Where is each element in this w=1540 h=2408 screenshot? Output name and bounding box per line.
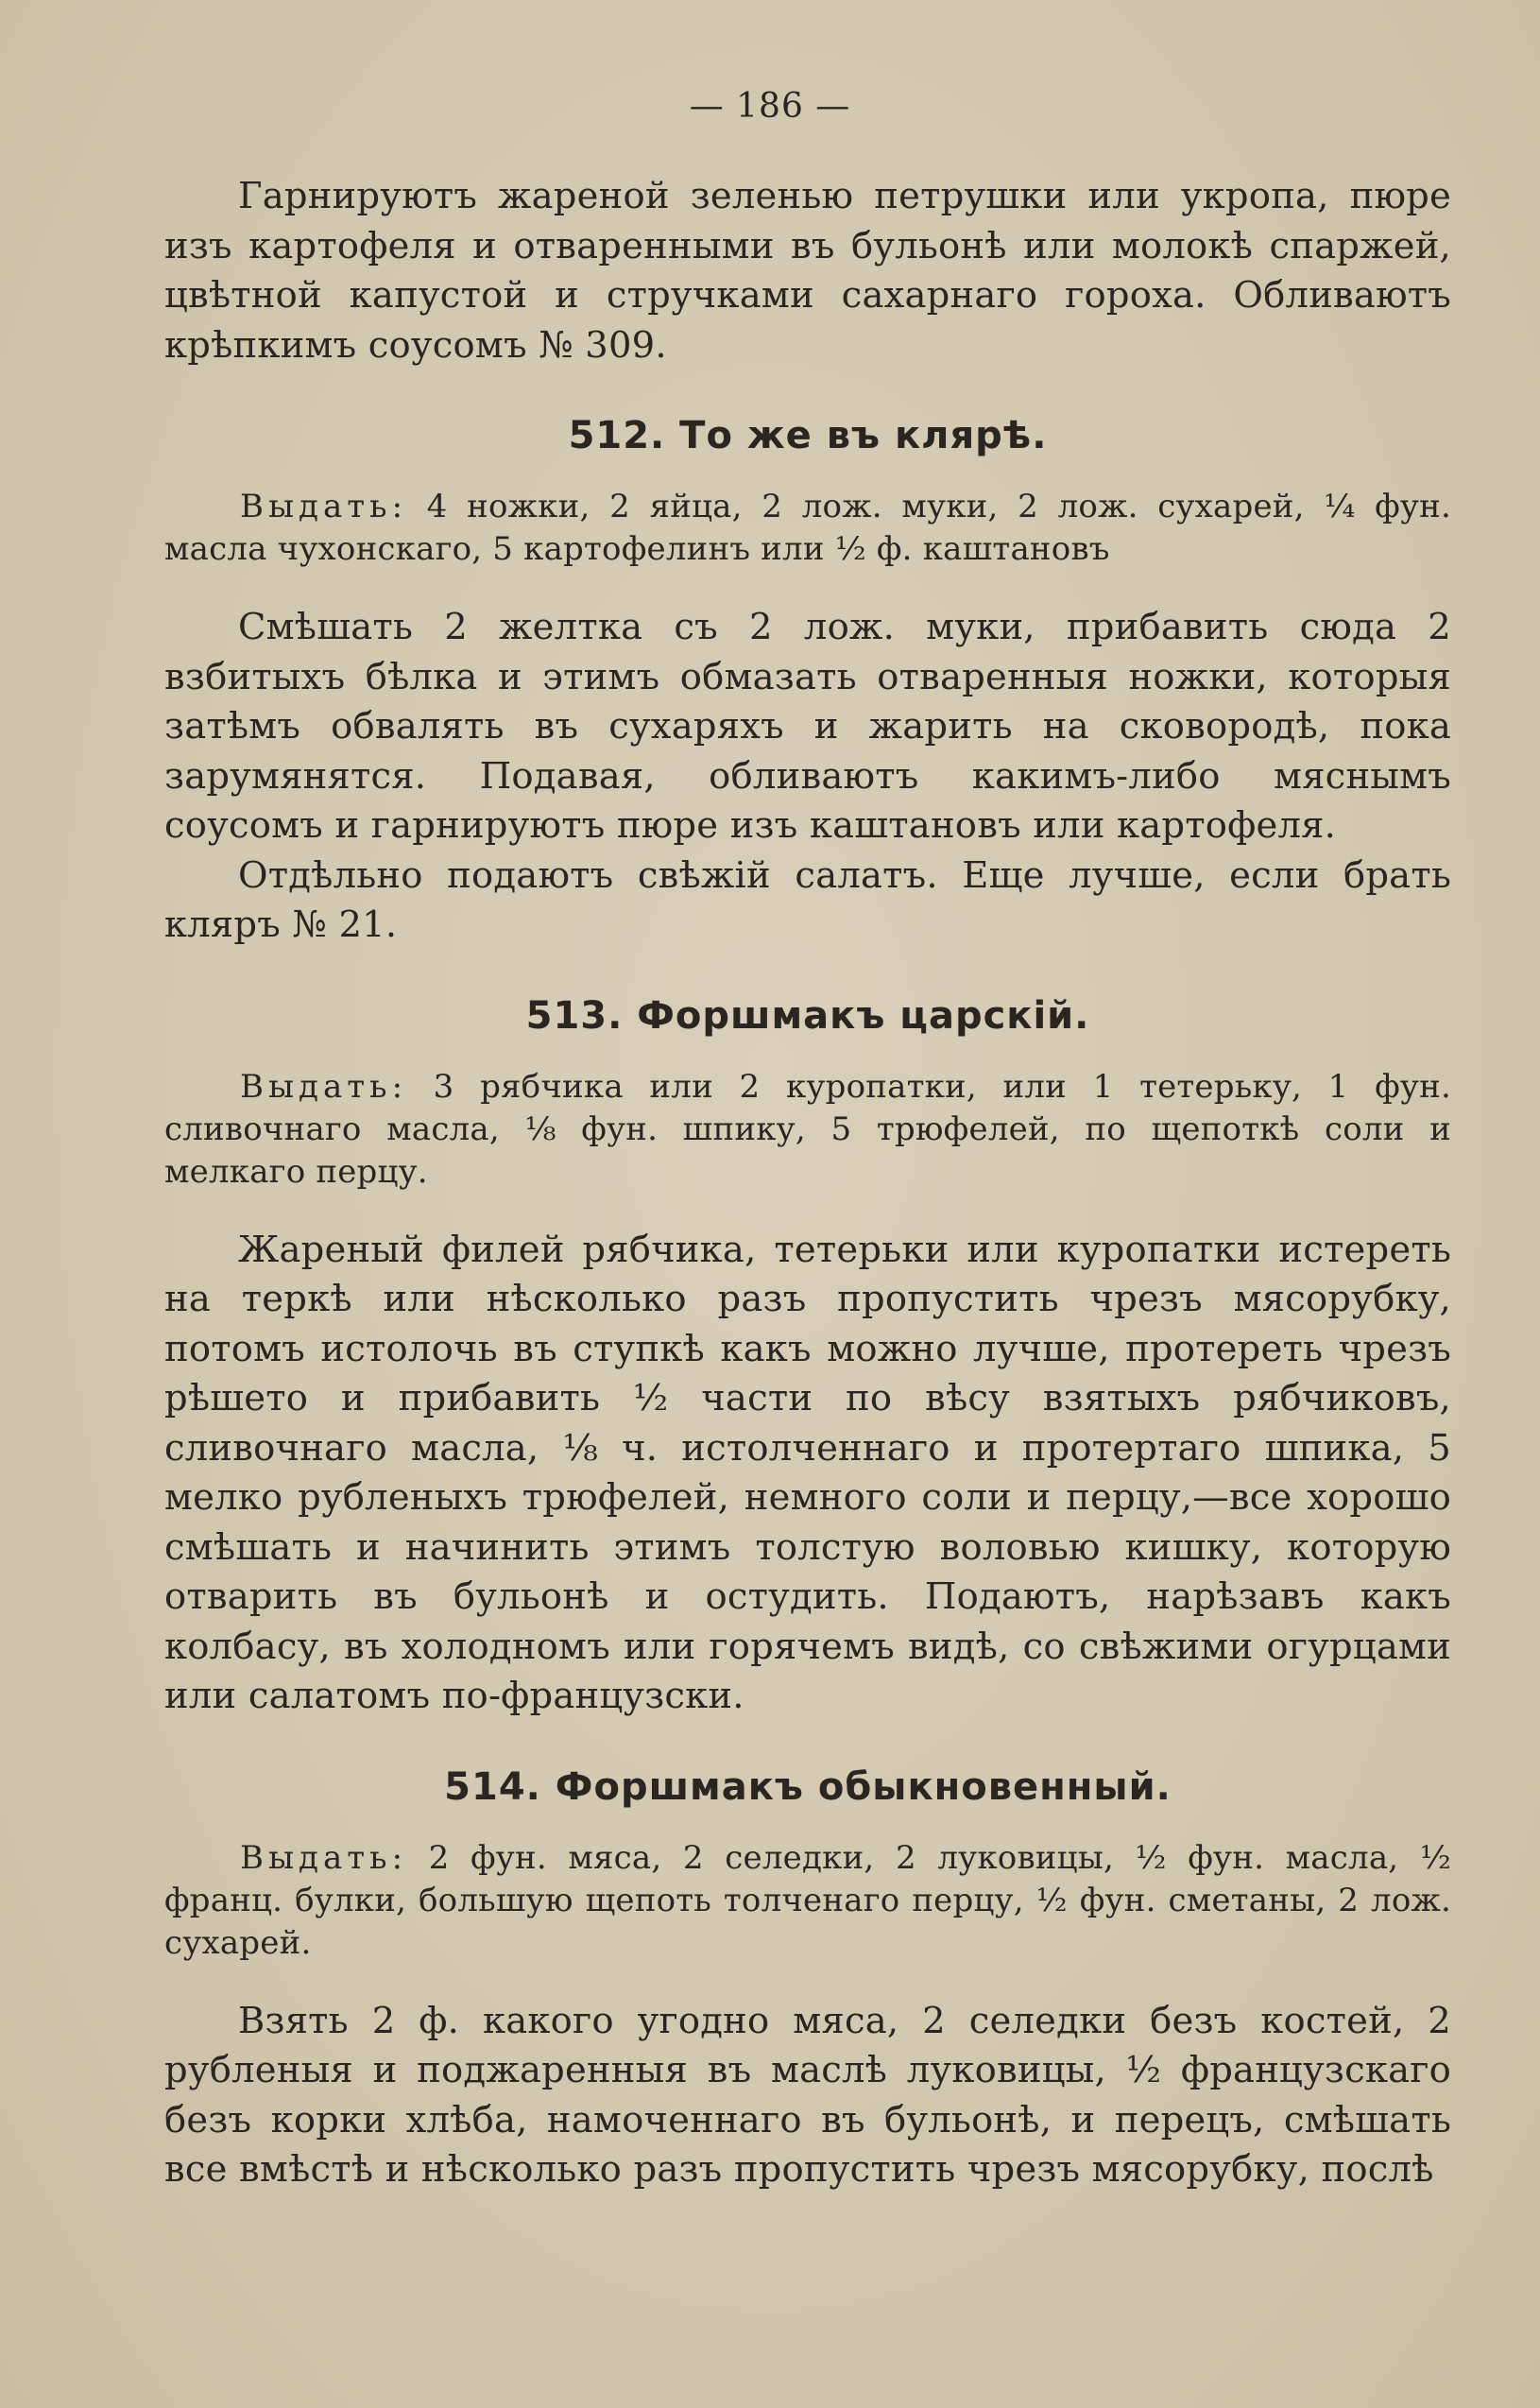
recipe-514-ingredients [164,1837,1451,1965]
issue-text: 2 фун. мяса, 2 селедки, 2 луковицы, ½ фун. масла, ½ франц. булки, большую щепоть толченаго перцу, ½ фун. сметаны, 2 лож. сухарей. [164,1838,1451,1962]
recipe-512-paragraph-1: Смѣшать 2 желтка съ 2 лож. муки, прибавить сюда 2 взбитыхъ бѣлка и этимъ обмазать отваренныя ножки, которыя затѣмъ обвалять въ сухаряхъ и жарить на сковородѣ, пока зарумянятся. Подавая, обливаютъ какимъ-либо мяснымъ соусомъ и гарнируютъ пюре изъ каштановъ или картофеля. [164,606,1451,847]
page-content [164,172,1451,2195]
issue-label: Выдать: [240,1838,408,1877]
issue-label: Выдать: [240,1067,408,1106]
issue-label: Выдать: [240,488,408,525]
recipe-514-title: 514. Форшмакъ обыкновенный. [444,1764,1172,1809]
intro-paragraph: Гарнируютъ жареной зеленью петрушки или укропа, пюре изъ картофеля и отваренными въ бульонѣ или молокѣ спаржей, цвѣтной капустой и стручками сахарнаго гороха. Обливаютъ крѣпкимъ соусомъ № 309. [164,175,1451,367]
recipe-514-paragraph-1: Взять 2 ф. какого угодно мяса, 2 селедки безъ костей, 2 рубленыя и поджаренныя въ маслѣ луковицы, ½ французскаго безъ корки хлѣба, намоченнаго въ бульонѣ, и перецъ, смѣшать все вмѣстѣ и нѣсколько разъ пропустить чрезъ мясорубку, послѣ [164,1999,1451,2191]
recipe-513-paragraph-1: Жареный филей рябчика, тетерьки или куропатки истереть на теркѣ или нѣсколько разъ пропустить чрезъ мясорубку, потомъ истолочь въ ступкѣ какъ можно лучше, протереть чрезъ рѣшето и прибавить ½ части по вѣсу взятыхъ рябчиковъ, сливочнаго масла, ⅛ ч. истолченнаго и протертаго шпика, 5 мелко рубленыхъ трюфелей, немного соли и перцу,—все хорошо смѣшать и начинить этимъ толстую воловью кишку, которую отварить въ бульонѣ и остудить. Подаютъ, нарѣзавъ какъ колбасу, въ холодномъ или горячемъ видѣ, со свѣжими огурцами или салатомъ по-французски. [164,1228,1451,1717]
recipe-512-paragraph-2: Отдѣльно подаютъ свѣжій салатъ. Еще лучше, если брать кляръ № 21. [164,853,1451,946]
issue-text: 3 рябчика или 2 куропатки, или 1 тетерьку, 1 фун. сливочнаго масла, ⅛ фун. шпику, 5 трюфелей, по щепоткѣ соли и мелкаго перцу. [164,1067,1451,1191]
recipe-513-title: 513. Форшмакъ царскій. [525,993,1090,1038]
page-number: — 186 — [689,87,851,126]
recipe-513-ingredients [164,1066,1451,1194]
issue-text: 4 ножки, 2 яйца, 2 лож. муки, 2 лож. сухарей, ¼ фун. масла чухонскаго, 5 картофелинъ или ½ ф. каштановъ [164,488,1451,568]
recipe-512-title: 512. То же въ клярѣ. [568,414,1048,457]
recipe-512-ingredients [164,486,1451,571]
